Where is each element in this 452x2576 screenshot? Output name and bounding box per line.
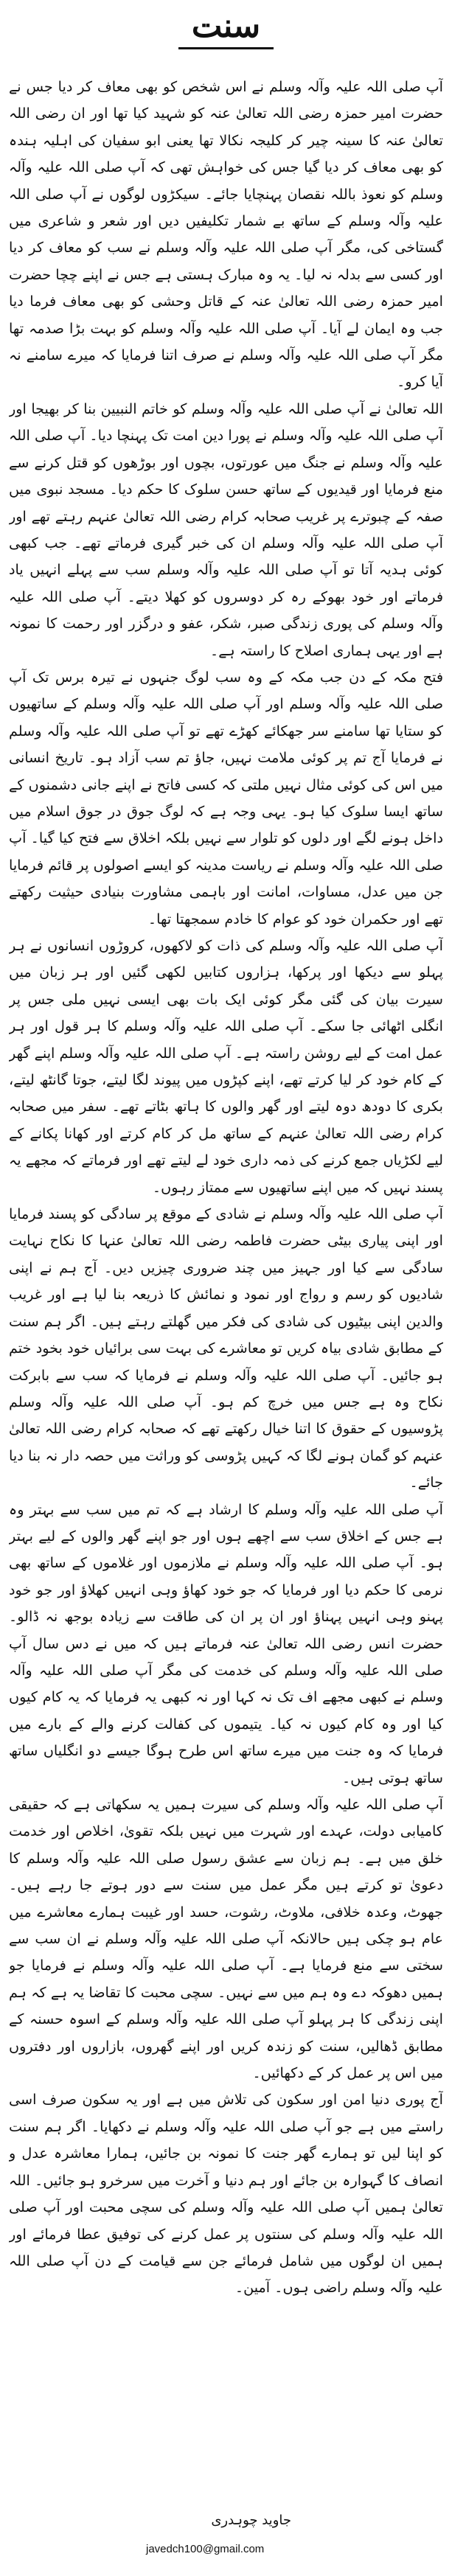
article-column: [6, 0, 446, 2576]
paragraph-5: آپ صلی اللہ علیہ وآلہ وسلم نے شادی کے موقع پر سادگی کو پسند فرمایا اور اپنی پیاری بیٹی حضرت فاطمہ رضی اللہ تعالیٰ عنہا کا نکاح نہایت سادگی سے کیا اور جہیز میں چند ضروری چیزیں دیں۔ آج ہم نے اپنی شادیوں کو رسم و رواج اور نمود و نمائش کا ذریعہ بنا لیا ہے اور غریب والدین اپنی بیٹیوں کی شادی کی فکر میں گھلتے رہتے ہیں۔ اگر ہم سنت کے مطابق شادی بیاہ کریں تو معاشرے کی بہت سی برائیاں خود بخود ختم ہو جائیں۔ آپ صلی اللہ علیہ وآلہ وسلم نے فرمایا کہ سب سے بابرکت نکاح وہ ہے جس میں خرچ کم ہو۔ آپ صلی اللہ علیہ وآلہ وسلم پڑوسیوں کے حقوق کا اتنا خیال رکھتے تھے کہ صحابہ کرام رضی اللہ تعالیٰ عنہم کو گمان ہونے لگا کہ کہیں پڑوسی کو وراثت میں حصہ دار نہ بنا دیا جائے۔: [9, 1205, 443, 1491]
author-email[interactable]: javedch100@gmail.com: [146, 2543, 265, 2555]
title-block: [6, 6, 446, 58]
article-body: [9, 74, 443, 2485]
paragraph-6: آپ صلی اللہ علیہ وآلہ وسلم کا ارشاد ہے کہ تم میں سب سے بہتر وہ ہے جس کے اخلاق سب سے اچھے ہوں اور جو اپنے گھر والوں کے لیے بہتر ہو۔ آپ صلی اللہ علیہ وآلہ وسلم نے ملازموں اور غلاموں کے ساتھ بھی نرمی کا حکم دیا اور فرمایا کہ جو خود کھاؤ وہی انہیں کھلاؤ اور جو خود پہنو وہی انہیں پہناؤ اور ان پر ان کی طاقت سے زیادہ بوجھ نہ ڈالو۔ حضرت انس رضی اللہ تعالیٰ عنہ فرماتے ہیں کہ میں نے دس سال آپ صلی اللہ علیہ وآلہ وسلم کی خدمت کی مگر آپ صلی اللہ علیہ وآلہ وسلم نے کبھی مجھے اف تک نہ کہا اور نہ کبھی یہ فرمایا کہ یہ کام کیوں کیا اور وہ کام کیوں نہ کیا۔ یتیموں کی کفالت کرنے والے کے بارے میں فرمایا کہ وہ جنت میں میرے ساتھ اس طرح ہوگا جیسے دو انگلیاں ساتھ ساتھ ہوتی ہیں۔: [9, 1500, 443, 1786]
article-title: سنت: [178, 6, 274, 49]
paragraph-7: آپ صلی اللہ علیہ وآلہ وسلم کی سیرت ہمیں یہ سکھاتی ہے کہ حقیقی کامیابی دولت، عہدے اور شہرت میں نہیں بلکہ تقویٰ، اخلاص اور خدمت خلق میں ہے۔ ہم زبان سے عشق رسول صلی اللہ علیہ وآلہ وسلم کا دعویٰ تو کرتے ہیں مگر عمل میں سنت سے دور ہوتے جا رہے ہیں۔ جھوٹ، وعدہ خلافی، ملاوٹ، رشوت، حسد اور غیبت ہمارے معاشرے میں عام ہو چکی ہیں حالانکہ آپ صلی اللہ علیہ وآلہ وسلم نے ان سب سے سختی سے منع فرمایا ہے۔ آپ صلی اللہ علیہ وآلہ وسلم نے فرمایا جو ہمیں دھوکہ دے وہ ہم میں سے نہیں۔ سچی محبت کا تقاضا یہ ہے کہ ہم اپنی زندگی کا ہر پہلو آپ صلی اللہ علیہ وآلہ وسلم کے اسوہ حسنہ کے مطابق ڈھالیں، سنت کو زندہ کریں اور اپنے گھروں، بازاروں اور دفتروں میں اس پر عمل کر کے دکھائیں۔: [9, 1796, 443, 2082]
paragraph-3: فتح مکہ کے دن جب مکہ کے وہ سب لوگ جنہوں نے تیرہ برس تک آپ صلی اللہ علیہ وآلہ وسلم اور آپ صلی اللہ علیہ وآلہ وسلم کے ساتھیوں کو ستایا تھا سامنے سر جھکائے کھڑے تھے تو آپ صلی اللہ علیہ وآلہ وسلم نے فرمایا آج تم پر کوئی ملامت نہیں، جاؤ تم سب آزاد ہو۔ تاریخ انسانی میں اس کی کوئی مثال نہیں ملتی کہ کسی فاتح نے اپنے جانی دشمنوں کے ساتھ ایسا سلوک کیا ہو۔ یہی وجہ ہے کہ لوگ جوق در جوق اسلام میں داخل ہونے لگے اور دلوں کو تلوار سے نہیں بلکہ اخلاق سے فتح کیا گیا۔ آپ صلی اللہ علیہ وآلہ وسلم نے ریاست مدینہ کو ایسے اصولوں پر قائم فرمایا جن میں عدل، مساوات، امانت اور باہمی مشاورت بنیادی حیثیت رکھتے تھے اور حکمران خود کو عوام کا خادم سمجھتا تھا۔: [9, 668, 443, 927]
article-footer: [6, 2499, 446, 2566]
paragraph-1: آپ صلی اللہ علیہ وآلہ وسلم نے اس شخص کو بھی معاف کر دیا جس نے حضرت امیر حمزہ رضی اللہ تعالیٰ عنہ کو شہید کیا تھا اور ان رضی اللہ تعالیٰ عنہ کا سینہ چیر کر کلیجہ نکالا تھا یعنی ابو سفیان کی اہلیہ ہندہ کو بھی معاف کر دیا گیا جس کی خواہش تھی کہ آپ صلی اللہ علیہ وآلہ وسلم کو نعوذ باللہ نقصان پہنچایا جائے۔ سیکڑوں لوگوں نے آپ صلی اللہ علیہ وآلہ وسلم کے ساتھ بے شمار تکلیفیں دیں اور شعر و شاعری میں گستاخی کی، مگر آپ صلی اللہ علیہ وآلہ وسلم نے سب کو معاف کر دیا اور کسی سے بدلہ نہ لیا۔ یہ وہ مبارک ہستی ہے جس نے اپنے چچا حضرت امیر حمزہ رضی اللہ تعالیٰ عنہ کے قاتل وحشی کو بھی معاف فرما دیا جب وہ ایمان لے آیا۔ آپ صلی اللہ علیہ وآلہ وسلم کو بہت بڑا صدمہ تھا مگر آپ صلی اللہ علیہ وآلہ وسلم نے صرف اتنا فرمایا کہ میرے سامنے نہ آیا کرو۔: [9, 78, 443, 391]
paragraph-4: آپ صلی اللہ علیہ وآلہ وسلم کی ذات کو لاکھوں، کروڑوں انسانوں نے ہر پہلو سے دیکھا اور پرکھا، ہزاروں کتابیں لکھی گئیں اور ہر زبان میں سیرت بیان کی گئی مگر کوئی ایک بات بھی ایسی نہیں ملی جس پر انگلی اٹھائی جا سکے۔ آپ صلی اللہ علیہ وآلہ وسلم کا ہر قول اور ہر عمل امت کے لیے روشن راستہ ہے۔ آپ صلی اللہ علیہ وآلہ وسلم اپنے گھر کے کام خود کر لیا کرتے تھے، اپنے کپڑوں میں پیوند لگا لیتے، جوتا گانٹھ لیتے، بکری کا دودھ دوہ لیتے اور گھر والوں کا ہاتھ بٹاتے تھے۔ سفر میں صحابہ کرام رضی اللہ تعالیٰ عنہم کے ساتھ مل کر کام کرتے اور کھانا پکانے کے لیے لکڑیاں جمع کرنے کی ذمہ داری خود لے لیتے تھے اور فرماتے کہ مجھے یہ پسند نہیں کہ میں اپنے ساتھیوں سے ممتاز رہوں۔: [9, 937, 443, 1196]
paragraph-8: آج پوری دنیا امن اور سکون کی تلاش میں ہے اور یہ سکون صرف اسی راستے میں ہے جو آپ صلی اللہ علیہ وآلہ وسلم نے دکھایا۔ اگر ہم سنت کو اپنا لیں تو ہمارے گھر جنت کا نمونہ بن جائیں، ہمارا معاشرہ عدل و انصاف کا گہوارہ بن جائے اور ہم دنیا و آخرت میں سرخرو ہو جائیں۔ اللہ تعالیٰ ہمیں آپ صلی اللہ علیہ وآلہ وسلم کی سچی محبت اور آپ صلی اللہ علیہ وآلہ وسلم کی سنتوں پر عمل کرنے کی توفیق عطا فرمائے اور ہمیں ان لوگوں میں شامل فرمائے جن سے قیامت کے دن آپ صلی اللہ علیہ وآلہ وسلم راضی ہوں۔ آمین۔: [9, 2091, 443, 2297]
paragraph-2: اللہ تعالیٰ نے آپ صلی اللہ علیہ وآلہ وسلم کو خاتم النبیین بنا کر بھیجا اور آپ صلی اللہ علیہ وآلہ وسلم نے پورا دین امت تک پہنچا دیا۔ آپ صلی اللہ علیہ وآلہ وسلم نے جنگ میں عورتوں، بچوں اور بوڑھوں کو قتل کرنے سے منع فرمایا اور قیدیوں کے ساتھ حسن سلوک کا حکم دیا۔ مسجد نبوی میں صفہ کے چبوترے پر غریب صحابہ کرام رضی اللہ تعالیٰ عنہم رہتے تھے اور آپ صلی اللہ علیہ وآلہ وسلم ان کی خبر گیری فرماتے تھے۔ جب کبھی کوئی ہدیہ آتا تو آپ صلی اللہ علیہ وآلہ وسلم سب سے پہلے انہیں یاد فرماتے اور خود بھوکے رہ کر دوسروں کو کھلا دیتے۔ آپ صلی اللہ علیہ وآلہ وسلم کی پوری زندگی صبر، شکر، عفو و درگزر اور رحمت کا نمونہ ہے اور یہی ہماری اصلاح کا راستہ ہے۔: [9, 400, 443, 659]
author-name: جاوید چوہدری: [211, 2513, 291, 2528]
